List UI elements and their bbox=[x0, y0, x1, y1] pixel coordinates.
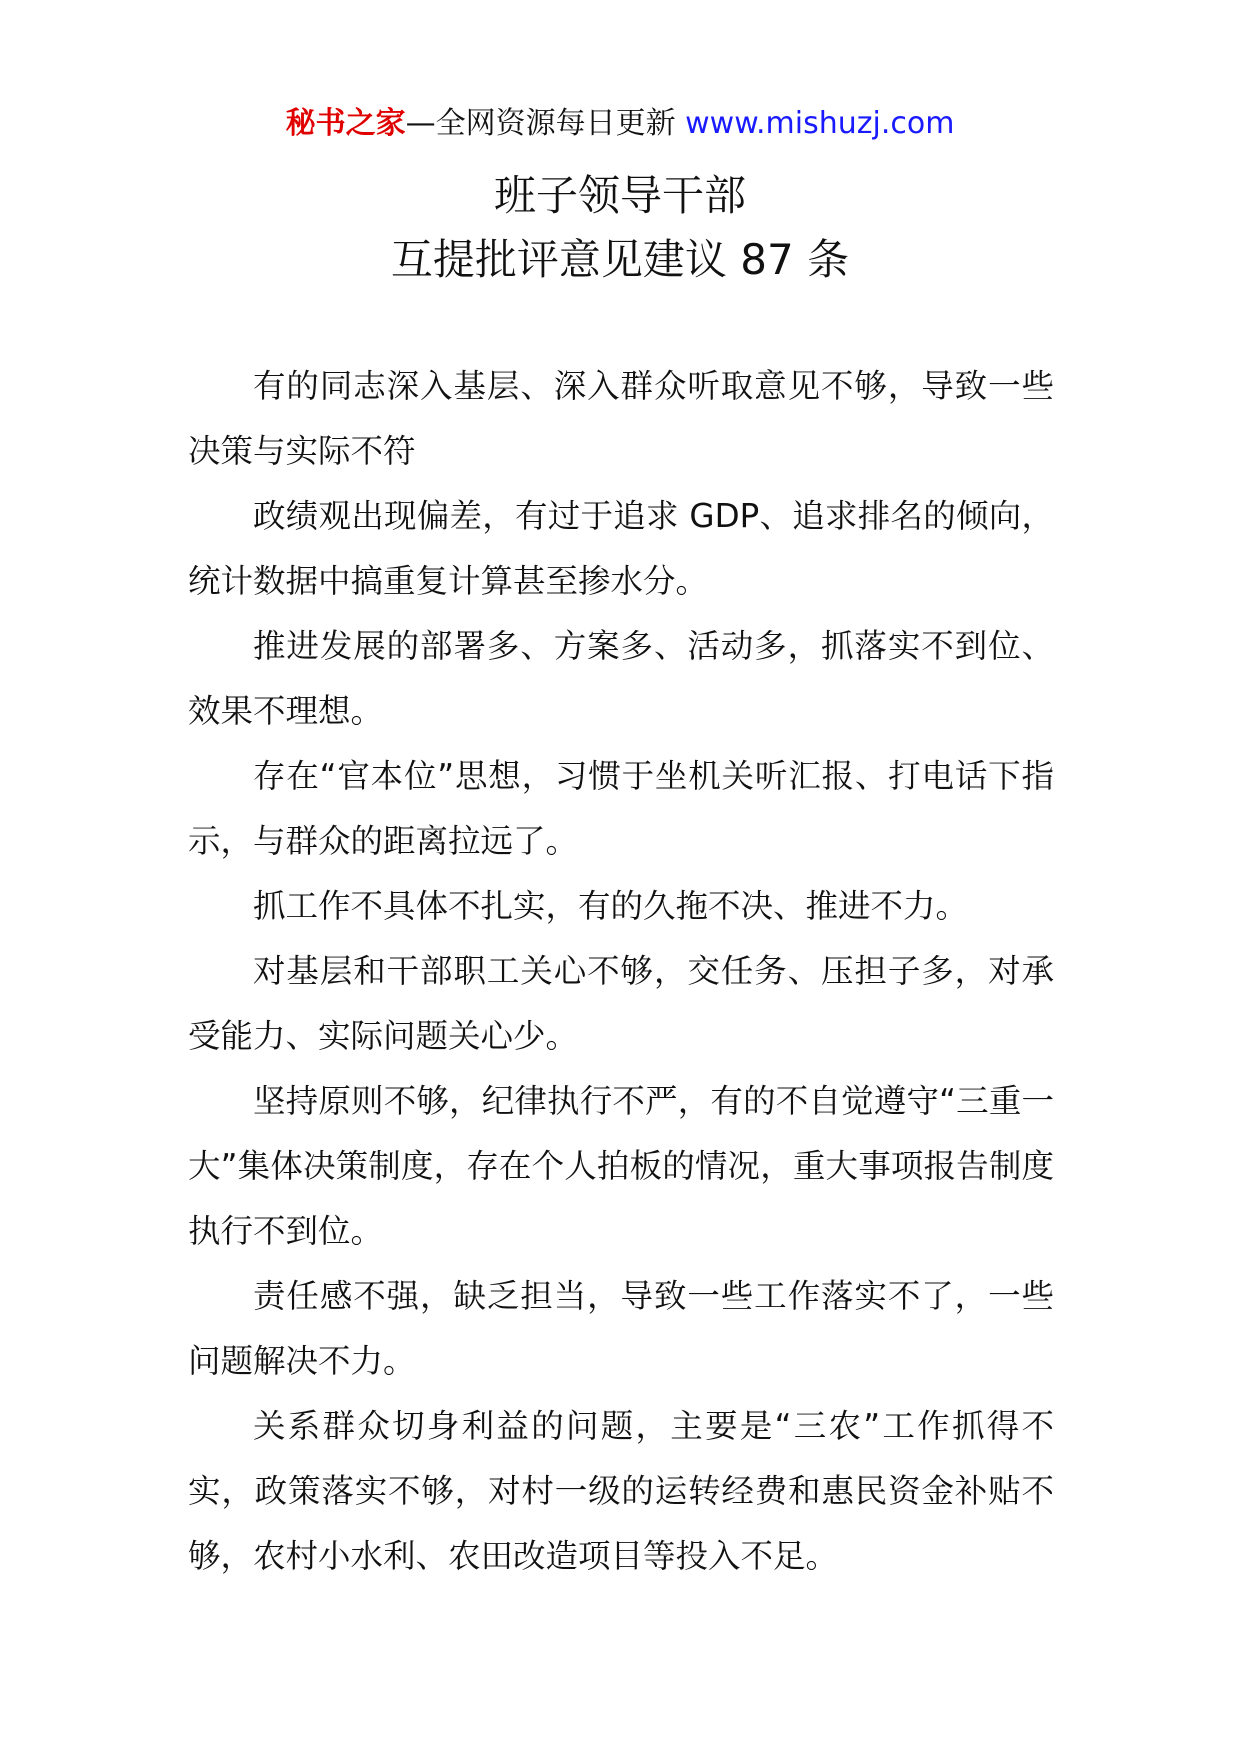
header-url: www.mishuzj.com bbox=[685, 106, 955, 141]
document-title-line-2: 互提批评意见建议 87 条 bbox=[390, 235, 850, 284]
paragraph: 对基层和干部职工关心不够，交任务、压担子多，对承受能力、实际问题关心少。 bbox=[188, 952, 1054, 1055]
brand-name: 秘书之家 bbox=[285, 106, 406, 141]
document-body bbox=[188, 354, 1054, 1589]
paragraph: 有的同志深入基层、深入群众听取意见不够，导致一些决策与实际不符 bbox=[188, 367, 1054, 470]
paragraph: 政绩观出现偏差，有过于追求 GDP、追求排名的倾向，统计数据中搞重复计算甚至掺水分。 bbox=[188, 497, 1054, 600]
paragraph: 存在“官本位”思想，习惯于坐机关听汇报、打电话下指示，与群众的距离拉远了。 bbox=[188, 757, 1054, 860]
site-header bbox=[0, 101, 1240, 147]
paragraph: 推进发展的部署多、方案多、活动多，抓落实不到位、效果不理想。 bbox=[188, 627, 1054, 730]
document-title-line-1: 班子领导干部 bbox=[493, 171, 746, 220]
paragraph: 责任感不强，缺乏担当，导致一些工作落实不了，一些问题解决不力。 bbox=[188, 1277, 1054, 1380]
header-slogan: —全网资源每日更新 bbox=[405, 106, 676, 141]
paragraph: 关系群众切身利益的问题，主要是“三农”工作抓得不实，政策落实不够，对村一级的运转经费和惠民资金补贴不够，农村小水利、农田改造项目等投入不足。 bbox=[188, 1407, 1054, 1575]
paragraph: 抓工作不具体不扎实，有的久拖不决、推进不力。 bbox=[253, 887, 969, 925]
paragraph: 坚持原则不够，纪律执行不严，有的不自觉遵守“三重一大”集体决策制度，存在个人拍板的情况，重大事项报告制度执行不到位。 bbox=[188, 1082, 1054, 1250]
